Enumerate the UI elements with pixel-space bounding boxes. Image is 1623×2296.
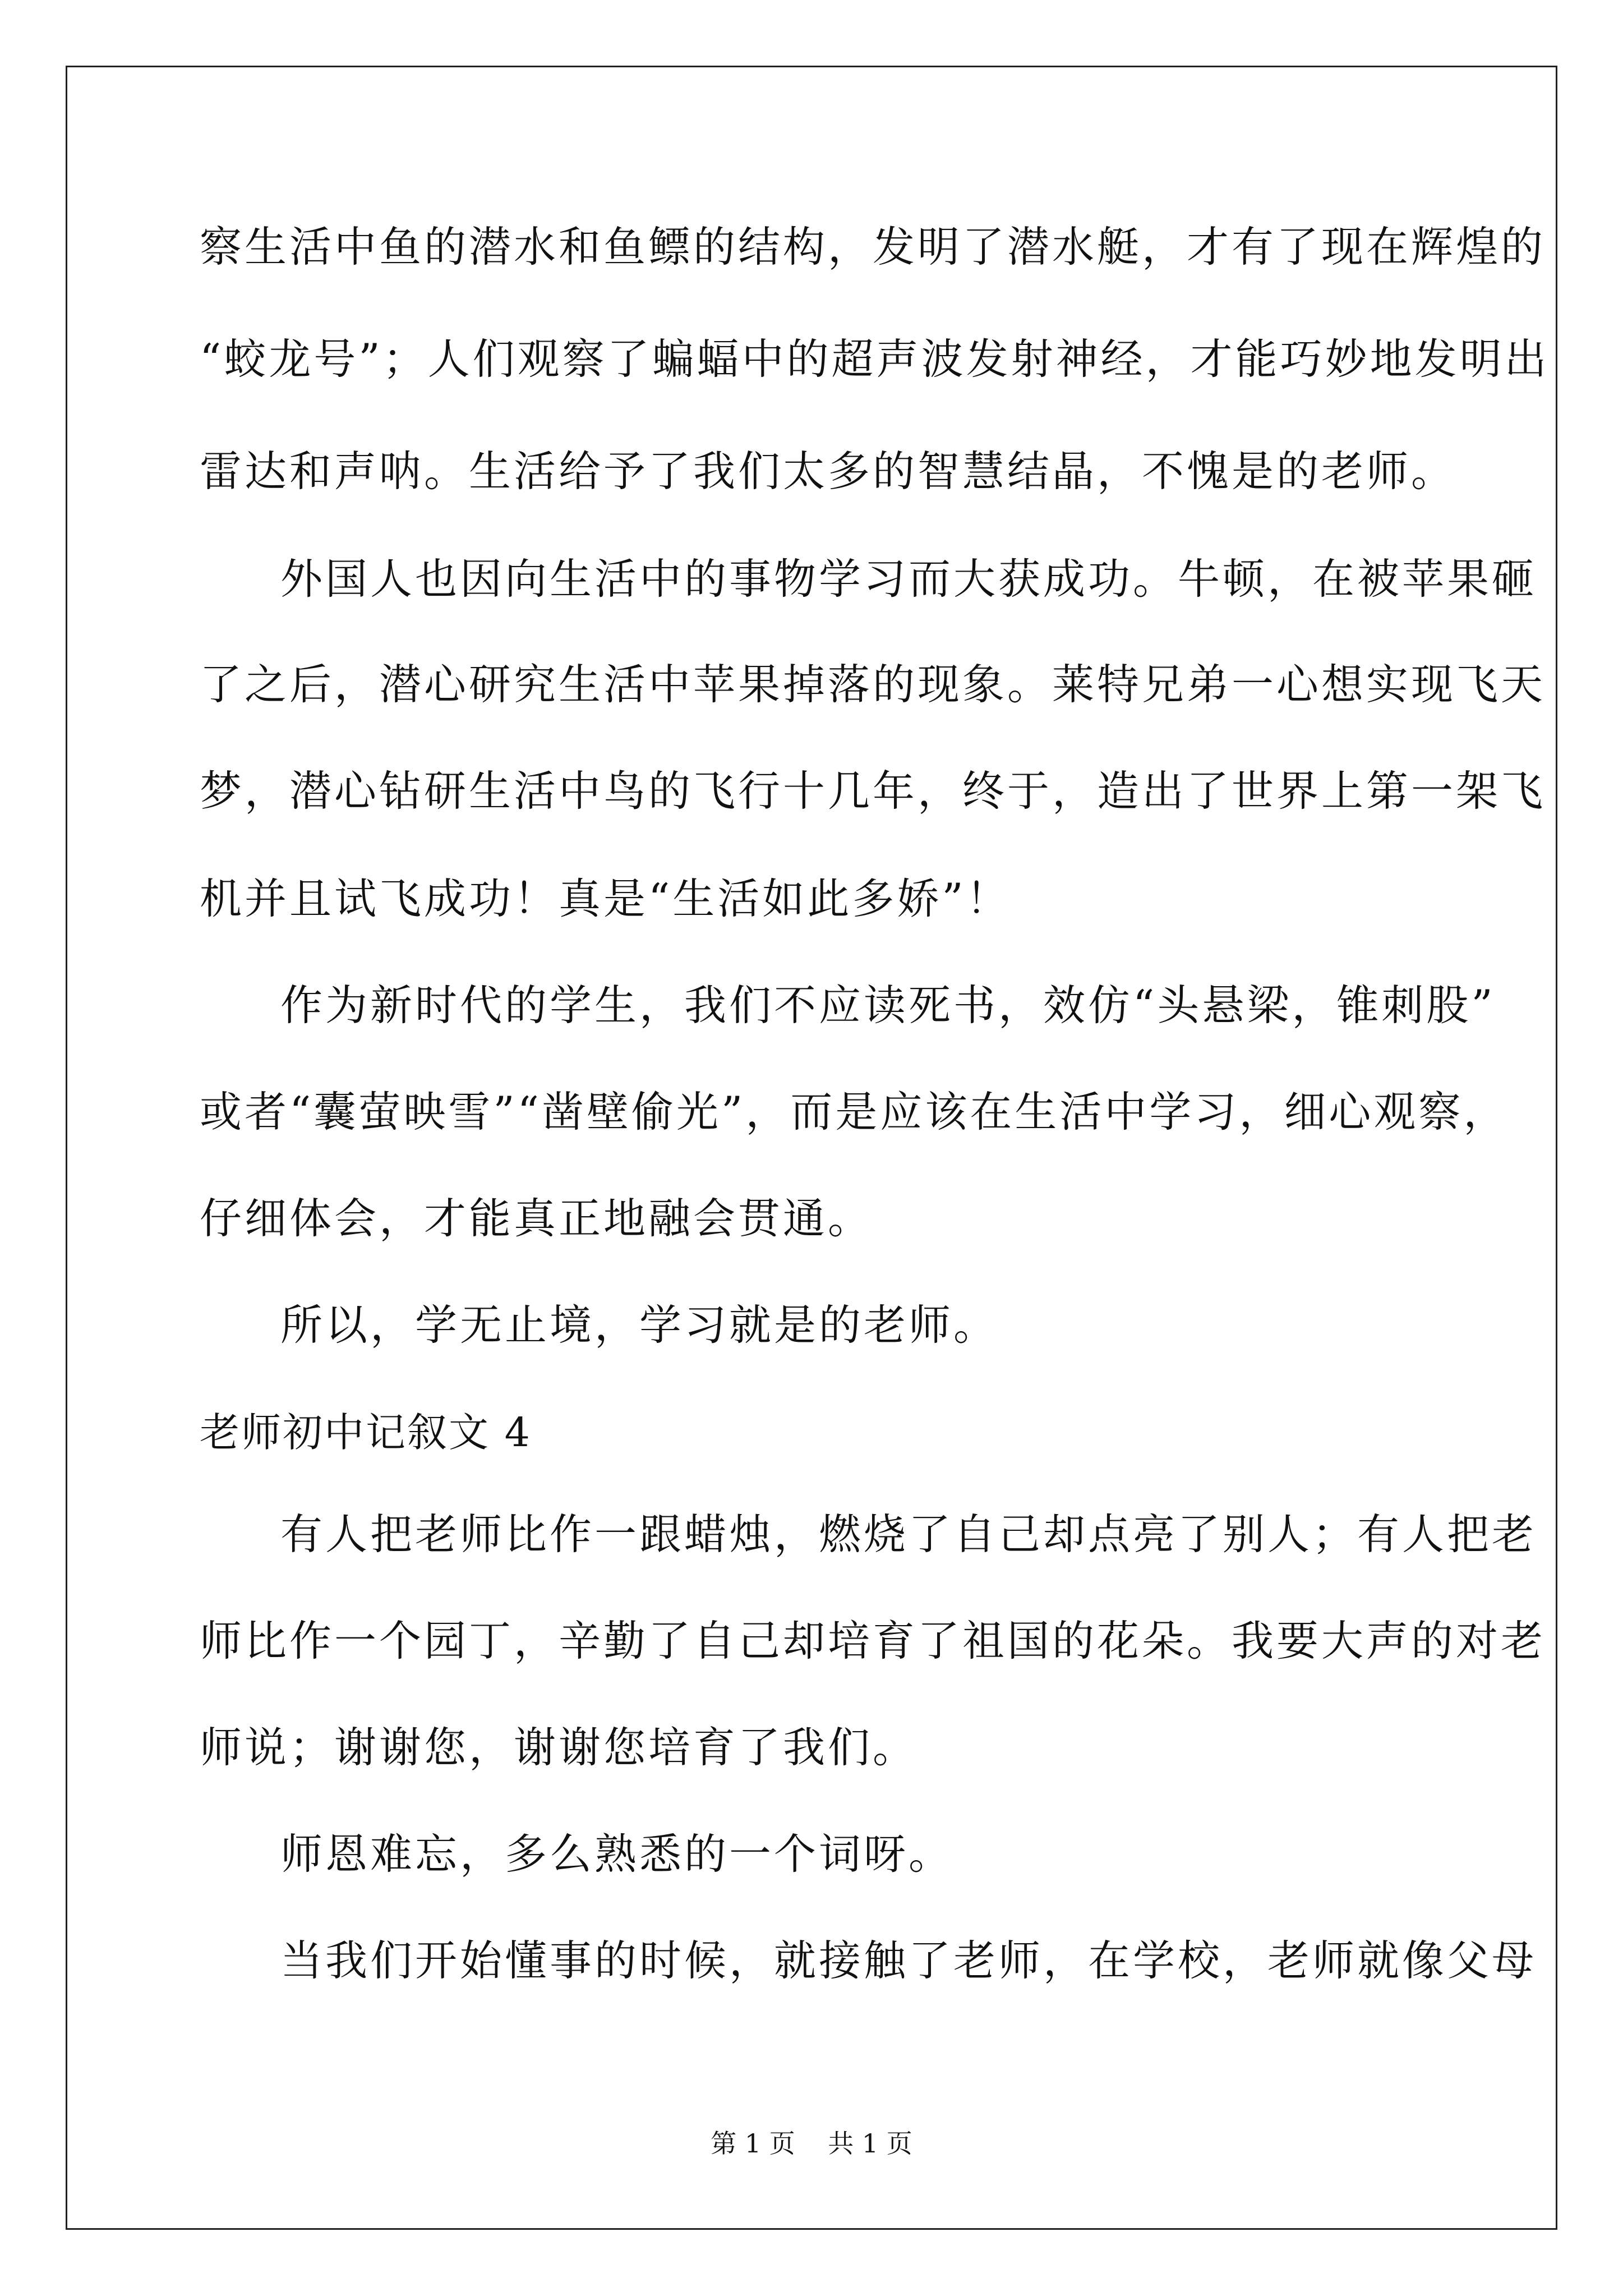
body-line: “蛟龙号”；人们观察了蝙蝠中的超声波发射神经，才能巧妙地发明出 [200,334,1550,384]
paragraph-start: 有人把老师比作一跟蜡烛，燃烧了自己却点亮了别人；有人把老 [280,1510,1537,1559]
paragraph-start: 作为新时代的学生，我们不应读死书，效仿“头悬梁，锥刺股” [280,981,1496,1030]
body-line: 或者“囊萤映雪”“凿壁偷光”，而是应该在生活中学习，细心观察， [200,1087,1509,1137]
paragraph-start: 师恩难忘，多么熟悉的一个词呀。 [280,1829,954,1879]
page-border [66,66,1557,2230]
paragraph-start: 所以，学无止境，学习就是的老师。 [280,1300,999,1350]
paragraph-start: 外国人也因向生活中的事物学习而大获成功。牛顿，在被苹果砸 [280,554,1537,604]
body-line: 梦，潜心钻研生活中鸟的飞行十几年，终于，造出了世界上第一架飞 [200,766,1546,816]
body-line: 仔细体会，才能真正地融会贯通。 [200,1194,873,1243]
body-line: 察生活中鱼的潜水和鱼鳔的结构，发明了潜水艇，才有了现在辉煌的 [200,222,1546,272]
body-line: 师比作一个园丁，辛勤了自己却培育了祖国的花朵。我要大声的对老 [200,1616,1546,1665]
body-line: 雷达和声呐。生活给予了我们太多的智慧结晶，不愧是的老师。 [200,447,1456,496]
paragraph-start: 当我们开始懂事的时候，就接触了老师，在学校，老师就像父母 [280,1936,1537,1985]
body-line: 师说；谢谢您，谢谢您培育了我们。 [200,1723,918,1772]
page-footer: 第 1 页 共 1 页 [711,2128,912,2159]
section-heading: 老师初中记叙文 4 [200,1409,532,1456]
body-line: 机并且试飞成功！真是“生活如此多娇”！ [200,874,1011,923]
body-line: 了之后，潜心研究生活中苹果掉落的现象。莱特兄弟一心想实现飞天 [200,660,1546,709]
